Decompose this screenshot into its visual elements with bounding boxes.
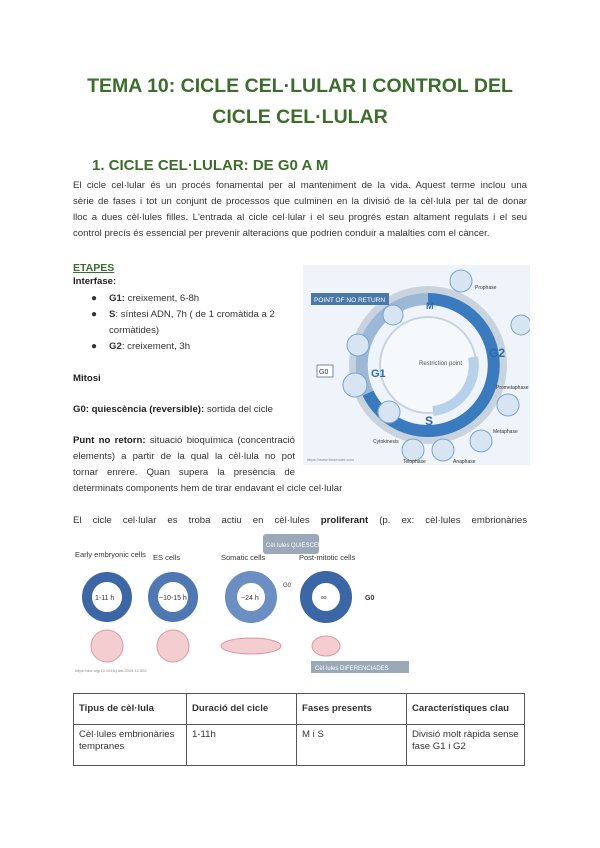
cell-cycle-table — [73, 693, 525, 766]
cell-cycle-figure — [303, 265, 530, 465]
interfase-label: Interfase: — [73, 276, 117, 287]
header-duracio: Duració del cicle — [187, 694, 297, 725]
header-caracteristiques: Característiques clau — [407, 694, 525, 725]
table-row — [74, 725, 525, 766]
intro-line-1: El cicle cel·lular és un procés fonamental per al manteniment de la vida. Aquest terme inclou una — [73, 180, 527, 191]
g0-text: sortida del cicle — [204, 404, 273, 415]
cell-types-figure — [73, 530, 409, 674]
header-tipus: Tipus de cèl·lula — [74, 694, 187, 725]
section-heading: 1. CICLE CEL·LULAR: DE G0 A M — [92, 157, 329, 174]
bullet-dot: ● — [91, 309, 98, 320]
label-early: Early embryonic cells — [75, 550, 146, 559]
etapes-heading: ETAPES — [73, 262, 115, 274]
prolif-text-a: El cicle cel·lular es troba actiu en cèl·lules — [73, 515, 321, 526]
g0-line — [73, 405, 273, 415]
pnr-line-3: tornar enrere. Quan supera la presència de — [73, 467, 295, 478]
ring-early — [87, 577, 127, 617]
time-early: 1-11 h — [95, 595, 115, 602]
figure2-caption: https://doi.org/10.1016/j.tcb.2019.12.002 — [75, 668, 147, 673]
point-no-return-text: POINT OF NO RETURN — [314, 297, 386, 304]
table-header-row — [74, 694, 525, 725]
label-s: S — [425, 414, 434, 428]
mitosi-label: Mitosi — [73, 373, 101, 384]
diff-label: Cèl·lules DIFERENCIADES — [315, 666, 389, 672]
pnr-line-2: elements) a partir de la qual la cèl·lula no pot — [73, 451, 295, 462]
label-m: M — [426, 301, 434, 311]
cell-tipus: Cèl·lules embrionàries tempranes — [74, 725, 187, 766]
cell-fases: M i S — [297, 725, 407, 766]
label-telophase: Telophase — [403, 459, 426, 465]
cell-duracio: 1-11h — [187, 725, 297, 766]
prolif-text-bold: proliferant — [320, 515, 369, 526]
proliferant-line — [73, 516, 527, 526]
intro-line-4: control precís és essencial per prevenir alteracions que podrien conduir a malalties com el càncer. — [73, 228, 490, 239]
label-prophase: Prophase — [475, 285, 497, 291]
label-cytokinesis: Cytokinesis — [373, 439, 399, 445]
intro-line-2: sèrie de fases i tot un conjunt de processos que culminen en la divisió de la cèl·lula per tal de donar — [73, 196, 527, 207]
label-prometaphase: Prometaphase — [496, 385, 529, 391]
ring-postmitotic — [306, 577, 346, 617]
label-g0: G0 — [319, 369, 329, 376]
prolif-text-c: (p. ex: cèl·lules embrionàries — [368, 515, 527, 526]
pnr-text-1: situació bioquímica (concentració — [145, 435, 295, 446]
bullet-s-text: : síntesi ADN, 7h ( de 1 cromàtida a 2 — [115, 309, 275, 320]
pnr-label: Punt no retorn: — [73, 435, 146, 446]
label-g1: G1 — [371, 368, 386, 380]
ring-somatic — [231, 577, 271, 617]
label-restriction: Restriction point — [419, 361, 463, 367]
bullet-g1 — [91, 293, 200, 304]
bullet-g1-label: G1: — [109, 293, 125, 304]
bullet-g2-text: : creixement, 3h — [121, 341, 191, 352]
bullet-g2-label: G2 — [109, 341, 122, 352]
intro-line-3: lloc a dues cèl·lules filles. L'entrada al cicle cel·lular i el seu progrés estan altament regulats i el seu — [73, 212, 527, 223]
figure1-caption: https://www.biorender.com — [307, 457, 354, 462]
ring-es — [153, 577, 193, 617]
g0-arrow-label: G0 — [365, 595, 375, 602]
pnr-line-4: determinats components hem de tirar endavant el cicle cel·lular — [73, 483, 343, 494]
bullet-s — [91, 309, 275, 320]
label-g2: G2 — [489, 346, 506, 360]
g0-small-label: G0 — [283, 583, 292, 589]
label-somatic: Somatic cells — [221, 553, 266, 562]
bullet-s-cont: cormàtides) — [109, 325, 160, 336]
page-title-line1: TEMA 10: CICLE CEL·LULAR I CONTROL DEL — [87, 75, 513, 97]
quiescent-label: Cèl·lules QUIESCENTS — [266, 543, 331, 549]
g0-label: G0: quiescència (reversible): — [73, 404, 205, 415]
bullet-g2 — [91, 341, 191, 352]
bullet-g1-text: creixement, 6-8h — [125, 293, 200, 304]
page-title-line2: CICLE CEL·LULAR — [212, 106, 388, 128]
time-somatic: ~24 h — [241, 595, 259, 602]
bullet-s-label: S — [109, 309, 116, 320]
bullet-dot: ● — [91, 293, 98, 304]
label-postmitotic: Post-mitotic cells — [299, 553, 356, 562]
pnr-line-1 — [73, 436, 295, 446]
label-metaphase: Metaphase — [493, 429, 518, 435]
bullet-dot: ● — [91, 341, 98, 352]
header-fases: Fases presents — [297, 694, 407, 725]
time-postmitotic: ∞ — [321, 593, 327, 602]
label-anaphase: Anaphase — [453, 459, 476, 465]
cell-caracteristiques: Divisió molt ràpida sense fase G1 i G2 — [407, 725, 525, 766]
time-es: ~10-15 h — [159, 595, 187, 602]
label-es: ES cells — [153, 553, 181, 562]
